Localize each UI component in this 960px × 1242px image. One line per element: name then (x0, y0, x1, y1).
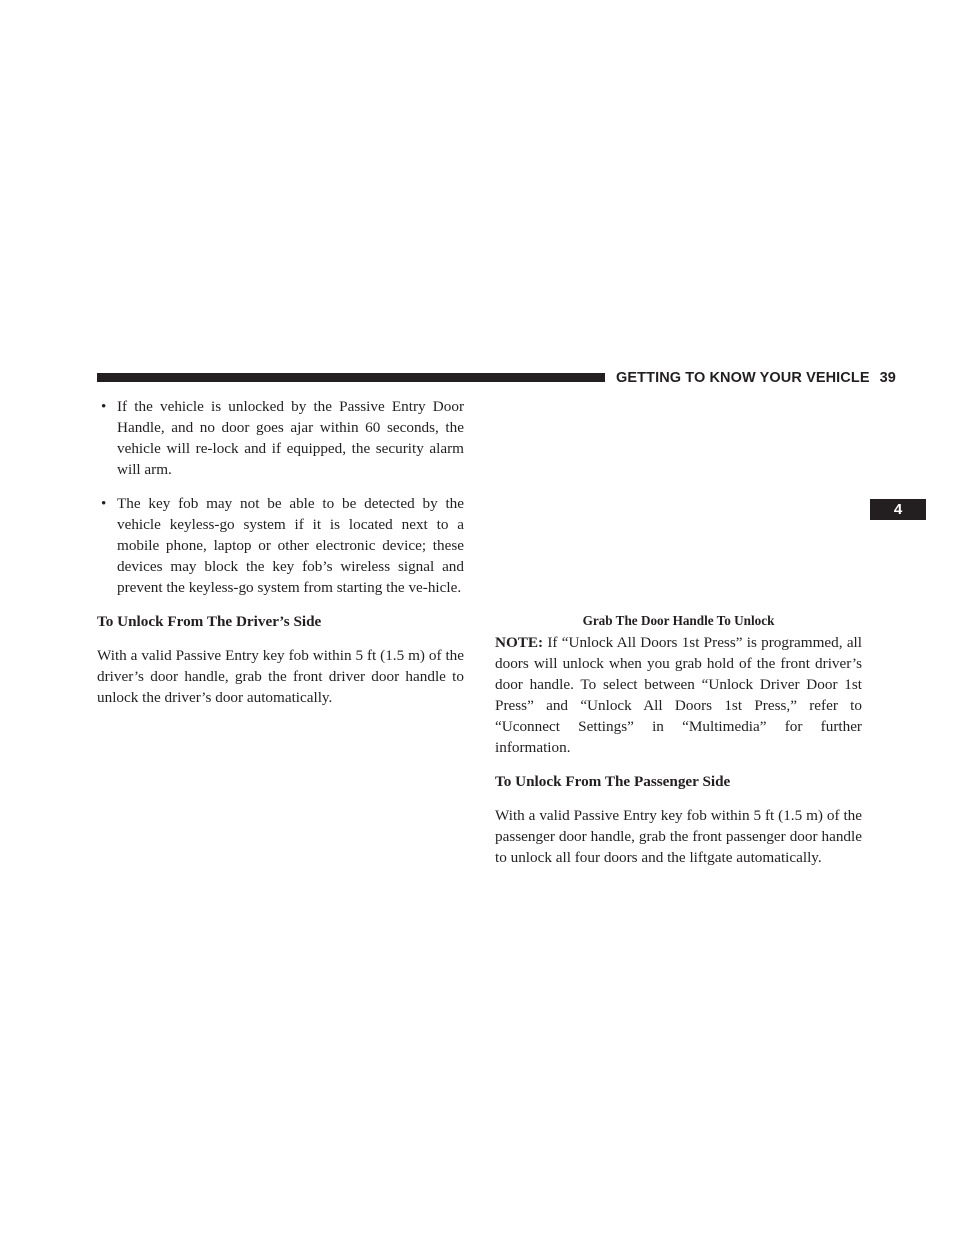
bullet-item (97, 493, 464, 598)
figure-caption: Grab The Door Handle To Unlock (582, 613, 775, 628)
passenger-side-paragraph: With a valid Passive Entry key fob within 5 ft (1.5 m) of the passenger door handle, grab the front passenger door handle to unlock all four doors and the liftgate automatically. (495, 807, 862, 866)
section-title: GETTING TO KNOW YOUR VEHICLE (616, 370, 870, 386)
bullet-item (97, 396, 464, 480)
right-column (495, 632, 862, 881)
bullet-text: The key fob may not be able to be detected by the vehicle keyless-go system if it is located next to a mobile phone, laptop or other electronic device; these devices may block the key fob’s wireless signal and prevent the keyless-go system from starting the ve-hicle. (117, 495, 464, 596)
running-header (616, 368, 896, 388)
note-label: NOTE: (495, 634, 544, 651)
note-text: If “Unlock All Doors 1st Press” is programmed, all doors will unlock when you grab hold of the front driver’s door handle. To select between “Unlock Driver Door 1st Press” and “Unlock All Doors 1st Press,” refer to “Uconnect Settings” in “Multimedia” for further information. (495, 634, 862, 756)
heading-passenger-side: To Unlock From The Passenger Side (495, 773, 731, 790)
left-column (97, 396, 464, 721)
bullet-dot: • (101, 495, 107, 512)
chapter-tab: 4 (870, 499, 926, 520)
page-number: 39 (879, 370, 896, 386)
header-rule (97, 373, 605, 382)
bullet-text: If the vehicle is unlocked by the Passive Entry Door Handle, and no door goes ajar within 60 seconds, the vehicle will re-lock and if equipped, the security alarm will arm. (117, 398, 464, 478)
note-paragraph (495, 632, 862, 758)
heading-driver-side: To Unlock From The Driver’s Side (97, 613, 322, 630)
bullet-dot: • (101, 398, 107, 415)
driver-side-paragraph: With a valid Passive Entry key fob within 5 ft (1.5 m) of the driver’s door handle, grab the front driver door handle to unlock the driver’s door automatically. (97, 647, 464, 706)
